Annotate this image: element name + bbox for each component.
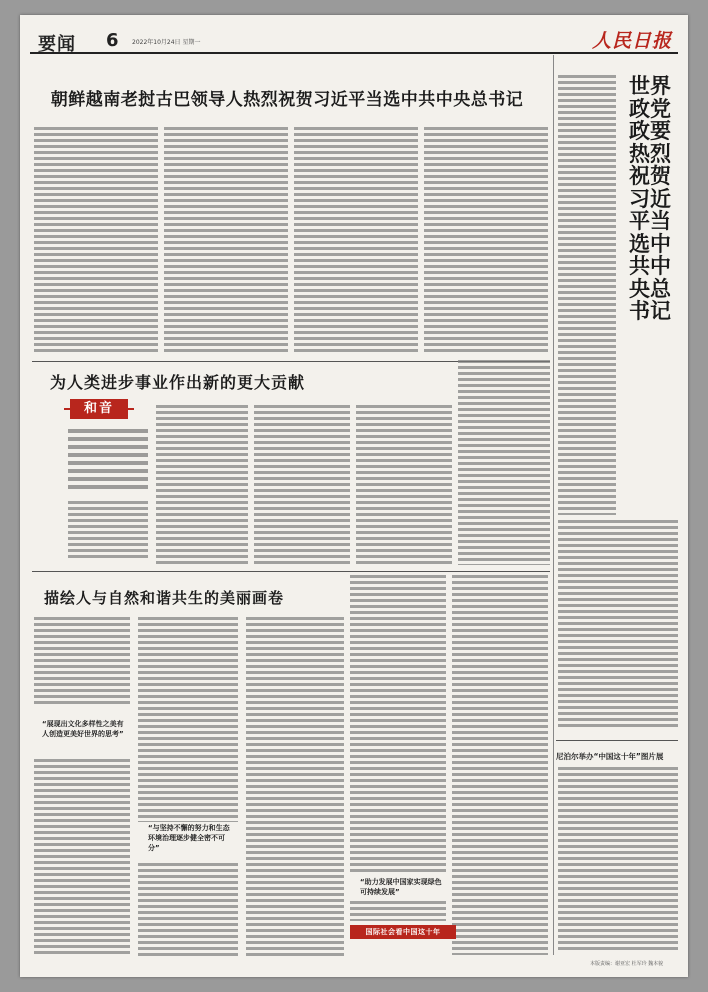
pull-quote: “展现出文化多样性之美有人创造更美好世界的思考” bbox=[42, 720, 124, 738]
pull-quote: “与坚持不懈的努力和生态环境治理逐步健全密不可分” bbox=[148, 824, 230, 852]
commentary-col-3 bbox=[356, 405, 452, 565]
feature-headline: 描绘人与自然和谐共生的美丽画卷 bbox=[44, 589, 285, 607]
lead-headline: 朝鲜越南老挝古巴领导人热烈祝贺习近平当选中共中央总书记 bbox=[50, 90, 524, 110]
lead-body-col-1 bbox=[34, 127, 158, 352]
commentary-intro bbox=[68, 429, 148, 491]
feature-col-1b bbox=[34, 759, 130, 957]
divider bbox=[32, 571, 550, 572]
divider bbox=[556, 740, 678, 741]
series-ribbon: 国际社会看中国这十年 bbox=[350, 925, 456, 939]
feature-col-2b bbox=[138, 863, 238, 957]
page-credit: 本版责编：谢亚宏 杜军玲 魏本貌 bbox=[590, 961, 664, 967]
column-rule bbox=[553, 55, 554, 955]
masthead-logo: 人民日报 bbox=[591, 30, 672, 52]
column-badge: 和音 bbox=[70, 399, 128, 419]
commentary-col-4 bbox=[458, 360, 550, 565]
feature-col-4b bbox=[350, 901, 446, 921]
commentary-lead bbox=[68, 501, 148, 561]
lead-body-col-2 bbox=[164, 127, 288, 352]
commentary-col-2 bbox=[254, 405, 350, 565]
feature-col-4a bbox=[350, 575, 446, 875]
feature-col-1a bbox=[34, 617, 130, 707]
lead-body-col-3 bbox=[294, 127, 418, 352]
commentary-col-1 bbox=[156, 405, 248, 565]
side-body-bottom bbox=[558, 520, 678, 730]
feature-col-2a bbox=[138, 617, 238, 822]
issue-date: 2022年10月24日 星期一 bbox=[132, 39, 201, 46]
page-header bbox=[30, 24, 678, 54]
commentary-headline: 为人类进步事业作出新的更大贡献 bbox=[50, 373, 306, 392]
sidebar-body bbox=[558, 767, 678, 952]
page-number: 6 bbox=[106, 30, 119, 51]
sidebar-headline: 尼泊尔举办“中国这十年”图片展 bbox=[556, 752, 664, 761]
section-name: 要闻 bbox=[38, 34, 76, 55]
lead-body-col-4 bbox=[424, 127, 548, 352]
side-banner-headline: 世界政党政要热烈祝贺习近平当选中共中央总书记 bbox=[629, 74, 671, 323]
side-body-top bbox=[558, 75, 616, 515]
feature-col-3 bbox=[246, 617, 344, 957]
newspaper-page bbox=[20, 15, 688, 977]
pull-quote: “助力发展中国家实现绿色可持续发展” bbox=[360, 878, 442, 896]
feature-col-5 bbox=[452, 575, 548, 955]
